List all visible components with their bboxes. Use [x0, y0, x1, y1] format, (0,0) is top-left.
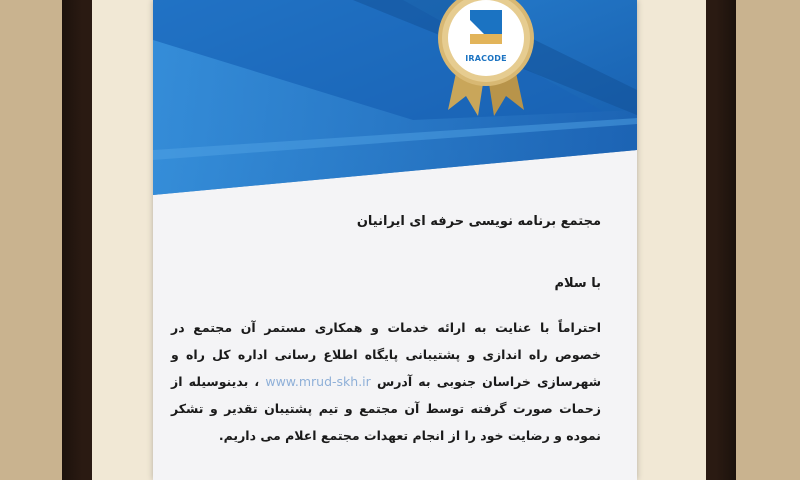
website-link[interactable]: www.mrud-skh.ir: [265, 374, 371, 389]
blue-banner: [153, 0, 637, 200]
body-text-part2: ، بدینوسیله از زحمات صورت گرفته توسط آن مجتمع و تیم پشتیبان تقدیر و تشکر نموده و رضایت خود را از انجام تعهدات مجتمع اعلام می داریم.: [171, 374, 601, 443]
seal-label: IRACODE: [465, 54, 507, 63]
letter-body: [171, 314, 601, 449]
letter-greeting: با سلام: [554, 276, 601, 291]
body-text-part1: احتراماً با عنایت به ارائه خدمات و همکاری مستمر آن مجتمع در خصوص راه اندازی و پشتیبانی پایگاه اطلاع رسانی اداره کل راه و شهرسازی خراسان جنوبی به آدرس: [171, 320, 602, 389]
letter-heading: مجتمع برنامه نویسی حرفه ای ایرانیان: [356, 214, 601, 229]
iracode-seal: [430, 0, 542, 120]
certificate-page: [153, 0, 637, 480]
